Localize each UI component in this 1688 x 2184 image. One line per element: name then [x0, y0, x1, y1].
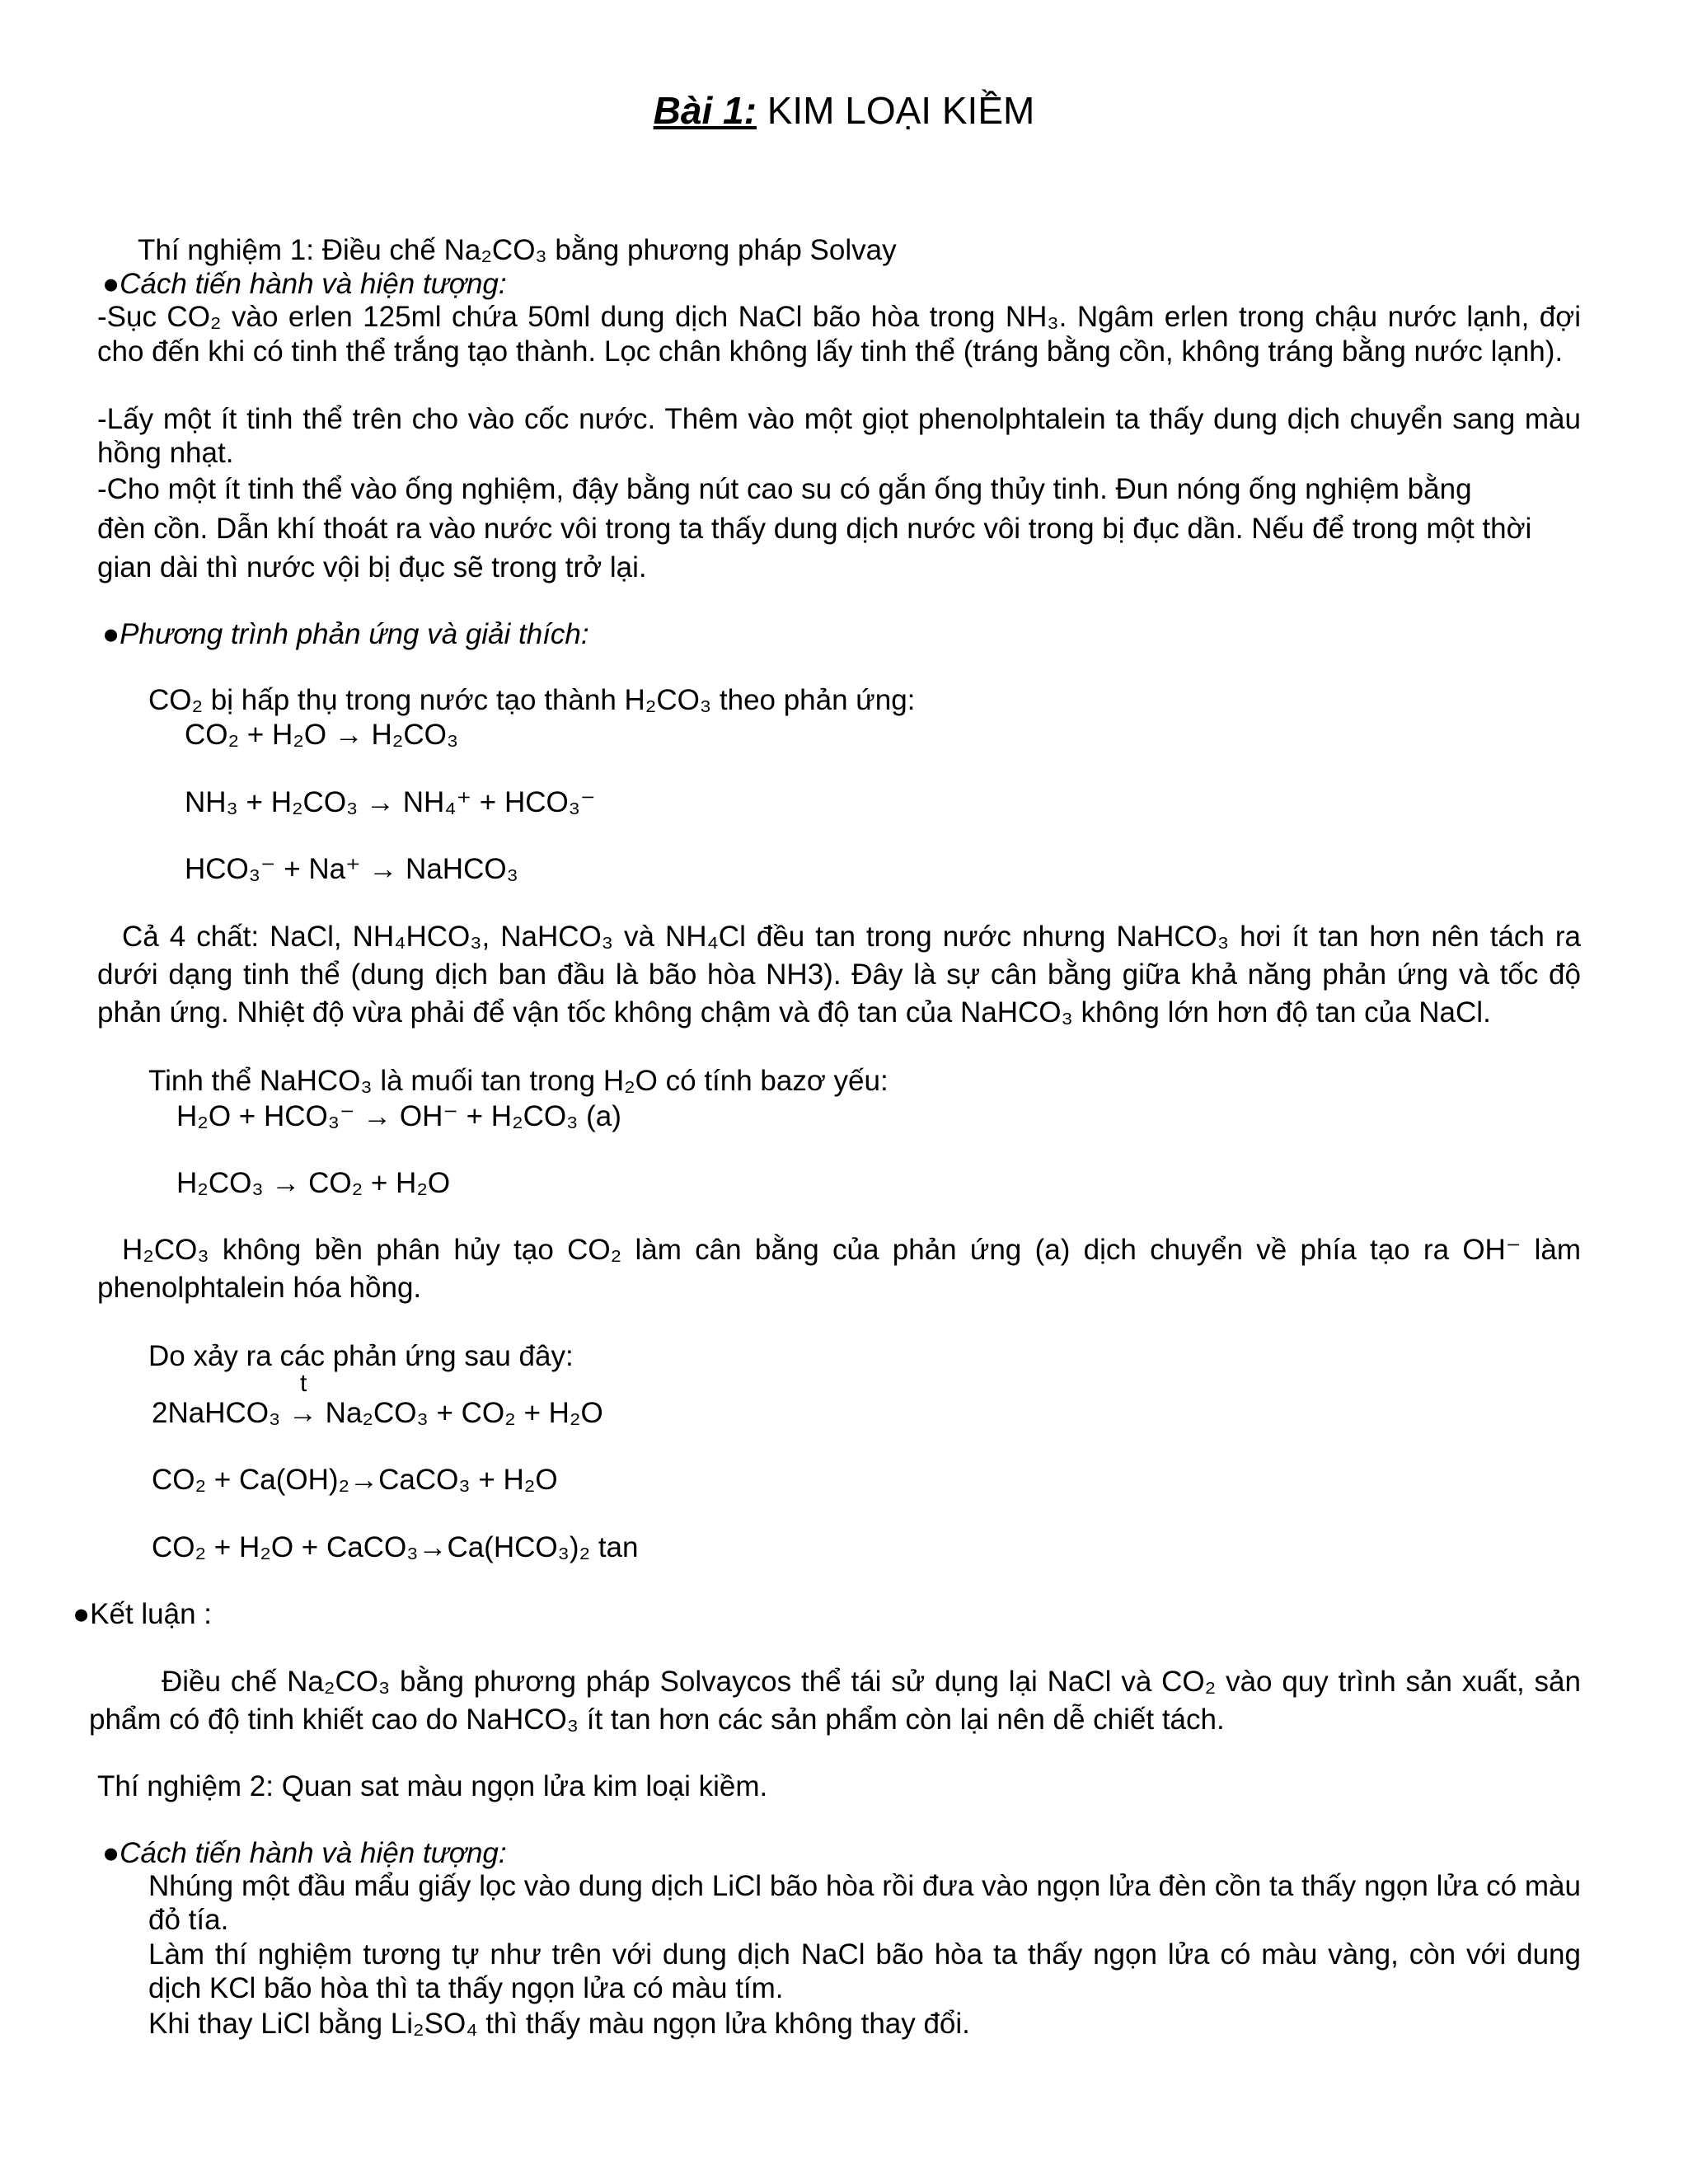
exp2-paragraph-3: Khi thay LiCl bằng Li₂SO₄ thì thấy màu ngọn lửa không thay đổi.: [148, 2008, 970, 2040]
exp1-paragraph-1: -Sục CO₂ vào erlen 125ml chứa 50ml dung dịch NaCl bão hòa trong NH₃. Ngâm erlen trong chậu nước lạnh, đợi cho đến khi có tinh thể trắng tạo thành. Lọc chân không lấy tinh thể (tráng bằng cồn, không tráng bằng nước lạnh).: [97, 301, 1581, 368]
exp1-paragraph-2: -Lấy một ít tinh thể trên cho vào cốc nước. Thêm vào một giọt phenolphtalein ta thấy dung dịch chuyển sang màu hồng nhạt.: [97, 403, 1581, 469]
equation-7: CO₂ + Ca(OH)₂→CaCO₃ + H₂O: [152, 1464, 558, 1496]
exp1-conclusion-heading: ●Kết luận :: [73, 1598, 213, 1630]
exp1-explanation-1: Cả 4 chất: NaCl, NH₄HCO₃, NaHCO₃ và NH₄Cl đều tan trong nước nhưng NaHCO₃ hơi ít tan hơn nên tách ra dưới dạng tinh thể (dung dịch ban đầu là bão hòa NH3). Đây là sự cân bằng giữa khả năng phản ứng và tốc độ phản ứng. Nhiệt độ vừa phải để vận tốc không chậm và độ tan của NaHCO₃ không lớn hơn độ tan của NaCl.: [97, 921, 1581, 1029]
exp1-intro: CO₂ bị hấp thụ trong nước tạo thành H₂CO₃ theo phản ứng:: [148, 684, 916, 716]
equation-3: HCO₃⁻ + Na⁺ → NaHCO₃: [185, 853, 518, 885]
exp1-crystal-note: Tinh thể NaHCO₃ là muối tan trong H₂O có tính bazơ yếu:: [148, 1065, 889, 1097]
exp1-procedure-heading: ●Cách tiến hành và hiện tượng:: [102, 268, 507, 300]
exp1-paragraph-3-line-2: đèn cồn. Dẫn khí thoát ra vào nước vôi trong ta thấy dung dịch nước vôi trong bị đục dần. Nếu để trong một thời: [97, 513, 1532, 545]
exp1-paragraph-3-line-1: -Cho một ít tinh thể vào ống nghiệm, đậy bằng nút cao su có gắn ống thủy tinh. Đun nóng ống nghiệm bằng: [97, 473, 1472, 505]
title-text: KIM LOẠI KIỀM: [756, 89, 1035, 132]
page-title: [0, 86, 1688, 135]
exp2-paragraph-2: Làm thí nghiệm tương tự như trên với dung dịch NaCl bão hòa ta thấy ngọn lửa có màu vàng, còn với dung dịch KCl bão hòa thì ta thấy ngọn lửa có màu tím.: [148, 1938, 1581, 2004]
exp2-heading: Thí nghiệm 2: Quan sat màu ngọn lửa kim loại kiềm.: [97, 1770, 768, 1802]
exp1-equations-heading: ●Phương trình phản ứng và giải thích:: [102, 618, 589, 650]
equation-1: CO₂ + H₂O → H₂CO₃: [185, 719, 459, 751]
exp1-conclusion: Điều chế Na₂CO₃ bằng phương pháp Solvaycos thể tái sử dụng lại NaCl và CO₂ vào quy trình sản xuất, sản phẩm có độ tinh khiết cao do NaHCO₃ ít tan hơn các sản phẩm còn lại nên dễ chiết tách.: [89, 1666, 1581, 1736]
exp2-procedure-heading: ●Cách tiến hành và hiện tượng:: [102, 1837, 507, 1869]
title-label: Bài 1:: [653, 89, 757, 132]
equation-6-condition: t: [300, 1370, 307, 1397]
equation-2: NH₃ + H₂CO₃ → NH₄⁺ + HCO₃⁻: [185, 786, 596, 818]
exp1-heading: Thí nghiệm 1: Điều chế Na₂CO₃ bằng phương pháp Solvay: [138, 234, 897, 266]
exp2-paragraph-1: Nhúng một đầu mẩu giấy lọc vào dung dịch LiCl bão hòa rồi đưa vào ngọn lửa đèn cồn ta thấy ngọn lửa có màu đỏ tía.: [148, 1870, 1581, 1936]
exp1-paragraph-3-line-3: gian dài thì nước vội bị đục sẽ trong trở lại.: [97, 551, 647, 583]
exp1-reactions-intro: Do xảy ra các phản ứng sau đây:: [148, 1340, 574, 1372]
equation-6: 2NaHCO₃ → Na₂CO₃ + CO₂ + H₂O: [152, 1397, 603, 1429]
equation-4: H₂O + HCO₃⁻ → OH⁻ + H₂CO₃ (a): [176, 1100, 621, 1132]
exp1-explanation-2: H₂CO₃ không bền phân hủy tạo CO₂ làm cân bằng của phản ứng (a) dịch chuyển về phía tạo ra OH⁻ làm phenolphtalein hóa hồng.: [97, 1234, 1581, 1304]
equation-8: CO₂ + H₂O + CaCO₃→Ca(HCO₃)₂ tan: [152, 1531, 639, 1563]
equation-5: H₂CO₃ → CO₂ + H₂O: [176, 1167, 451, 1199]
